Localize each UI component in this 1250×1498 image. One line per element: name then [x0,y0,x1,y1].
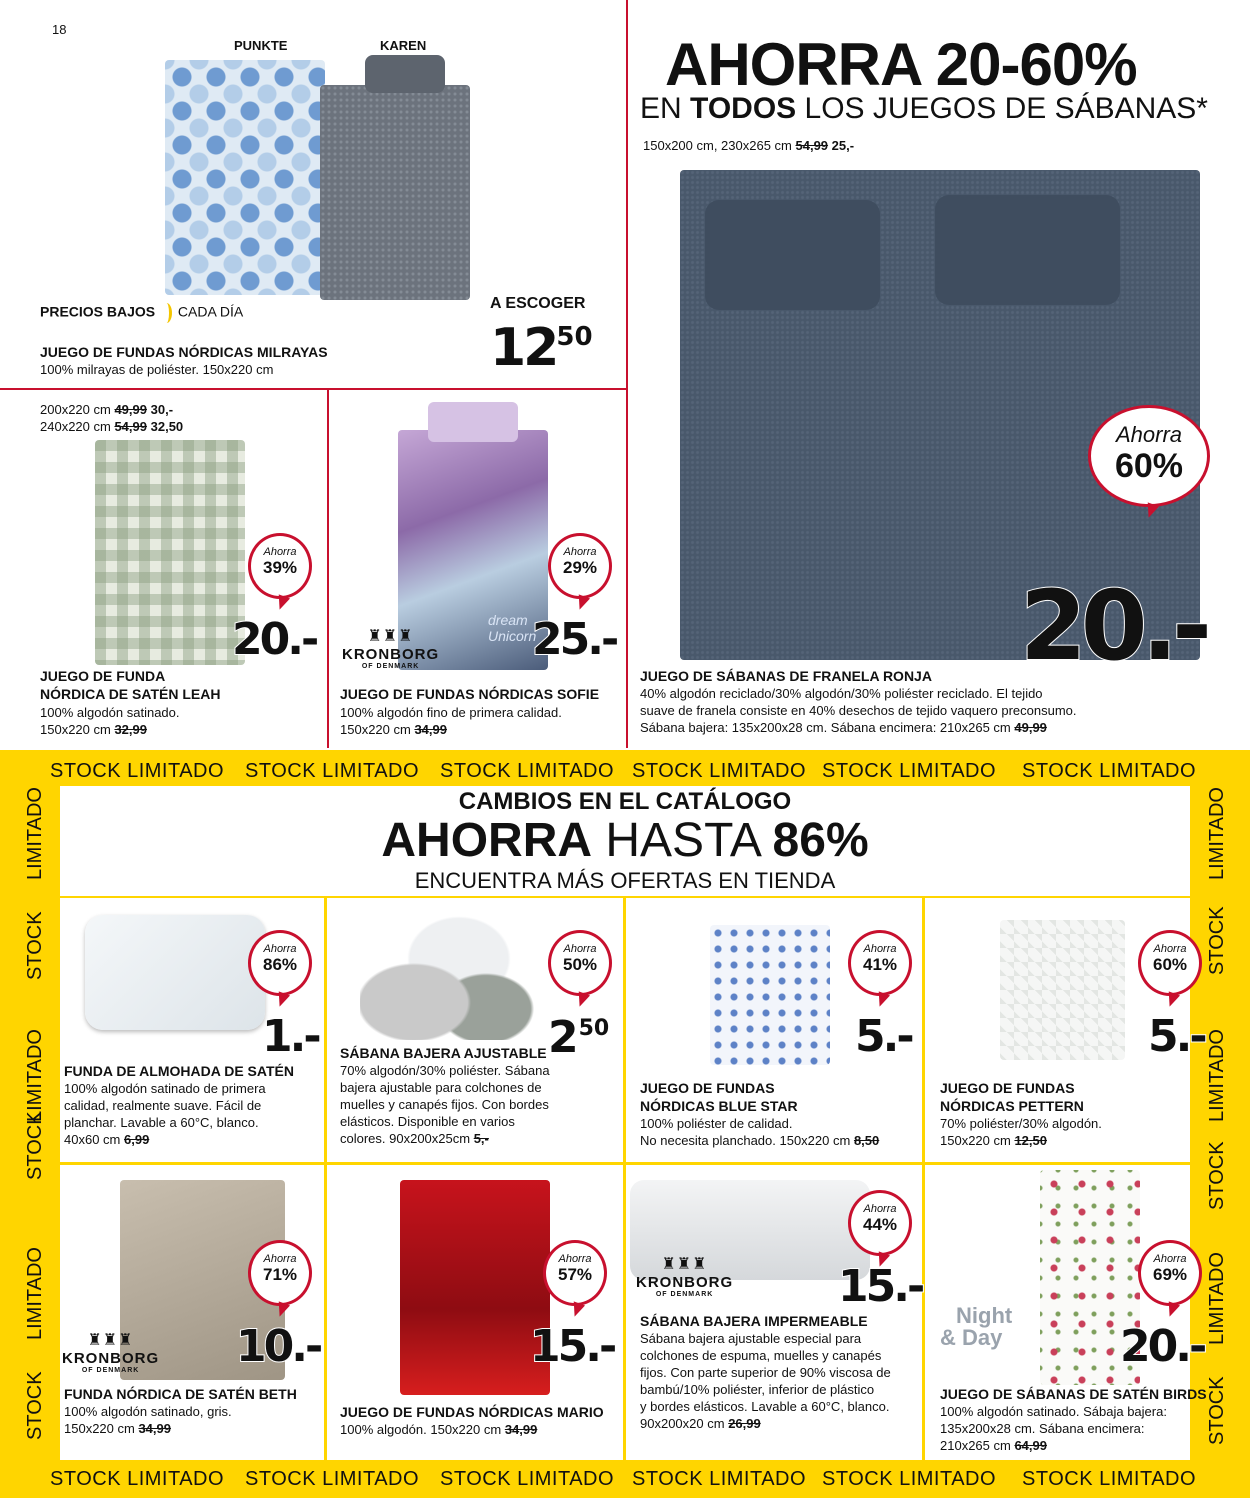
almohada-d1: 100% algodón satinado de primera [64,1081,266,1096]
precios-bajos-logo [40,303,243,323]
bajera-d4: elásticos. Disponible en varios [340,1114,515,1129]
stock-bottom-3: STOCK LIMITADO [440,1468,615,1490]
stock-left-1: LIMITADO [24,787,46,880]
pettern-duvet-image [1000,920,1125,1060]
birds-title: JUEGO DE SÁBANAS DE SATÉN BIRDS [940,1386,1207,1402]
divider-vertical-mid2 [626,388,628,748]
stock-bottom-6: STOCK LIMITADO [1022,1468,1197,1490]
impermeable-size: 90x200x20 cm 26,99 [640,1416,761,1431]
stock-left-3: LIMITADO [24,1029,46,1122]
beth-savings-badge: Ahorra 71% [248,1240,312,1306]
ronja-desc3: Sábana bajera: 135x200x28 cm. Sábana encimera: 210x265 cm 49,99 [640,720,1047,735]
bajera-d3: muelles y canapés fijos. Con bordes [340,1097,549,1112]
bajera-price: 250 [548,1012,610,1063]
sofie-pillow-image [428,402,518,442]
impermeable-kronborg-logo: ♜♜♜ KRONBORG OF DENMARK [636,1256,734,1298]
pettern-savings-badge: Ahorra 60% [1138,930,1202,996]
mario-duvet-image [400,1180,550,1395]
ronja-pillow-left [705,200,880,310]
stock-top-2: STOCK LIMITADO [245,760,420,782]
stock-right-1: LIMITADO [1206,787,1228,880]
pettern-price: 5.- [1148,1011,1205,1062]
night-day-logo: Night & Day [940,1303,1013,1350]
leah-title1: JUEGO DE FUNDA [40,668,166,684]
sofie-price: 25.- [532,614,617,665]
mario-savings-badge: Ahorra 57% [543,1240,607,1306]
bajera-d5: colores. 90x200x25cm 5,- [340,1131,489,1146]
castle-icon: ♜♜♜ [661,1256,708,1273]
punkte-duvet-image [165,60,325,295]
bluestar-price: 5.- [855,1011,912,1062]
impermeable-d2: colchones de espuma, muelles y canapés [640,1348,882,1363]
birds-savings-badge: Ahorra 69% [1138,1240,1202,1306]
beth-d1: 100% algodón satinado, gris. [64,1404,232,1419]
leah-size-line1: 200x220 cm 49,99 30,- [40,402,174,417]
karen-pillow-image [365,55,445,93]
pettern-size: 150x220 cm 12,50 [940,1133,1047,1148]
bajera-rolls-image [360,915,540,1040]
mario-d1: 100% algodón. 150x220 cm 34,99 [340,1422,538,1437]
stock-top-5: STOCK LIMITADO [822,760,997,782]
logo-arc-icon [161,303,172,323]
sofie-art-text: dream Unicorn [488,612,537,644]
stock-top-6: STOCK LIMITADO [1022,760,1197,782]
bluestar-d1: 100% poliéster de calidad. [640,1116,793,1131]
ronja-price: 20.- [1020,570,1206,682]
stock-left-5: LIMITADO [24,1247,46,1340]
ronja-title: JUEGO DE SÁBANAS DE FRANELA RONJA [640,668,932,684]
stock-bottom-5: STOCK LIMITADO [822,1468,997,1490]
sofie-title: JUEGO DE FUNDAS NÓRDICAS SOFIE [340,686,600,702]
logo-main-text: PRECIOS BAJOS [40,303,156,320]
ronja-savings-badge: Ahorra 60% [1088,405,1210,507]
milrayas-title: JUEGO DE FUNDAS NÓRDICAS MILRAYAS [40,344,328,360]
page-number: 18 [52,22,67,37]
bluestar-duvet-image [710,925,830,1065]
leah-price: 20.- [232,614,317,665]
beth-size: 150x220 cm 34,99 [64,1421,171,1436]
stock-right-5: LIMITADO [1206,1252,1228,1345]
ronja-desc1: 40% algodón reciclado/30% algodón/30% poliéster reciclado. El tejido [640,686,1043,701]
banner-line3: ENCUENTRA MÁS OFERTAS EN TIENDA [414,868,836,893]
stock-top-3: STOCK LIMITADO [440,760,615,782]
stock-right-2: STOCK [1206,906,1228,975]
stock-bottom-2: STOCK LIMITADO [245,1468,420,1490]
impermeable-d1: Sábana bajera ajustable especial para [640,1331,862,1346]
stock-right-3: LIMITADO [1206,1029,1228,1122]
leah-title2: NÓRDICA DE SATÉN LEAH [40,686,221,702]
bluestar-savings-badge: Ahorra 41% [848,930,912,996]
divider-vertical-top [626,0,628,390]
impermeable-d3: fijos. Con parte superior de 90% viscosa de [640,1365,891,1380]
bluestar-t1: JUEGO DE FUNDAS [640,1080,775,1096]
beth-title: FUNDA NÓRDICA DE SATÉN BETH [64,1386,297,1402]
divider-vertical-mid [327,388,329,748]
stock-left-2: STOCK [24,911,46,980]
bajera-d1: 70% algodón/30% poliéster. Sábana [340,1063,550,1078]
almohada-size: 40x60 cm 6,99 [64,1132,150,1147]
ronja-desc2: suave de franela consiste en 40% desechos de tejido vaquero preconsumo. [640,703,1077,718]
leah-desc1: 100% algodón satinado. [40,705,180,720]
leah-duvet-image [95,440,245,665]
birds-size: 210x265 cm 64,99 [940,1438,1047,1453]
almohada-price: 1.- [262,1011,319,1062]
stock-bottom-4: STOCK LIMITADO [632,1468,807,1490]
birds-d1: 100% algodón satinado. Sábaja bajera: [940,1404,1167,1419]
karen-label: KAREN [380,38,427,53]
stock-top-1: STOCK LIMITADO [50,760,225,782]
stock-right-4: STOCK [1206,1141,1228,1210]
stock-left-6: STOCK [24,1371,46,1440]
logo-sub-text: CADA DÍA [177,303,244,320]
beth-price: 10.- [236,1321,321,1372]
bluestar-d2: No necesita planchado. 150x220 cm 8,50 [640,1133,880,1148]
impermeable-d5: y bordes elásticos. Lavable a 60°C, blanco. [640,1399,890,1414]
sofie-savings-badge: Ahorra 29% [548,533,612,599]
bajera-d2: bajera ajustable para colchones de [340,1080,542,1095]
karen-duvet-image [320,85,470,300]
sofie-desc1: 100% algodón fino de primera calidad. [340,705,562,720]
bluestar-t2: NÓRDICAS BLUE STAR [640,1098,798,1114]
punkte-label: PUNKTE [234,38,288,53]
castle-icon: ♜♜♜ [87,1332,134,1349]
pettern-t2: NÓRDICAS PETTERN [940,1098,1084,1114]
almohada-d2: calidad, realmente suave. Fácil de [64,1098,262,1113]
stock-top-4: STOCK LIMITADO [632,760,807,782]
almohada-pillow-image [85,915,265,1030]
almohada-d3: planchar. Lavable a 60°C, blanco. [64,1115,259,1130]
impermeable-title: SÁBANA BAJERA IMPERMEABLE [640,1313,868,1329]
beth-kronborg-logo: ♜♜♜ KRONBORG OF DENMARK [62,1332,160,1374]
birds-d2: 135x200x28 cm. Sábana encimera: [940,1421,1145,1436]
banner-line2: AHORRA HASTA 86% [381,814,869,867]
impermeable-price: 15.- [838,1261,923,1312]
sofie-kronborg-logo: ♜♜♜ KRONBORG OF DENMARK [342,628,440,670]
almohada-savings-badge: Ahorra 86% [248,930,312,996]
impermeable-savings-badge: Ahorra 44% [848,1190,912,1256]
castle-icon: ♜♜♜ [367,628,414,645]
mario-title: JUEGO DE FUNDAS NÓRDICAS MARIO [340,1404,604,1420]
a-escoger-label: A ESCOGER [490,295,586,312]
stock-bottom-1: STOCK LIMITADO [50,1468,225,1490]
bajera-title: SÁBANA BAJERA AJUSTABLE [340,1045,547,1061]
ronja-pillow-right [935,195,1120,305]
impermeable-d4: bambú/10% poliéster, inferior de plástico [640,1382,875,1397]
leah-size-line2: 240x220 cm 54,99 32,50 [40,419,184,434]
leah-savings-badge: Ahorra 39% [248,533,312,599]
leah-size: 150x220 cm 32,99 [40,722,147,737]
divider-horizontal-top [0,388,628,390]
stock-right-6: STOCK [1206,1376,1228,1445]
pettern-t1: JUEGO DE FUNDAS [940,1080,1075,1096]
ronja-sizes: 150x200 cm, 230x265 cm 54,99 25,- [643,138,855,153]
stock-left-4: STOCK [24,1111,46,1180]
sofie-size: 150x220 cm 34,99 [340,722,447,737]
milrayas-price: 1250 [490,318,593,378]
mario-price: 15.- [530,1321,615,1372]
almohada-title: FUNDA DE ALMOHADA DE SATÉN [64,1063,294,1079]
headline-ahorra: AHORRA 20-60% [665,31,1137,98]
banner-line1: CAMBIOS EN EL CATÁLOGO [458,788,792,815]
bajera-savings-badge: Ahorra 50% [548,930,612,996]
milrayas-desc: 100% milrayas de poliéster. 150x220 cm [40,362,274,377]
headline-sub: EN TODOS LOS JUEGOS DE SÁBANAS* [640,92,1208,125]
pettern-d1: 70% poliéster/30% algodón. [940,1116,1102,1131]
birds-price: 20.- [1120,1321,1205,1372]
